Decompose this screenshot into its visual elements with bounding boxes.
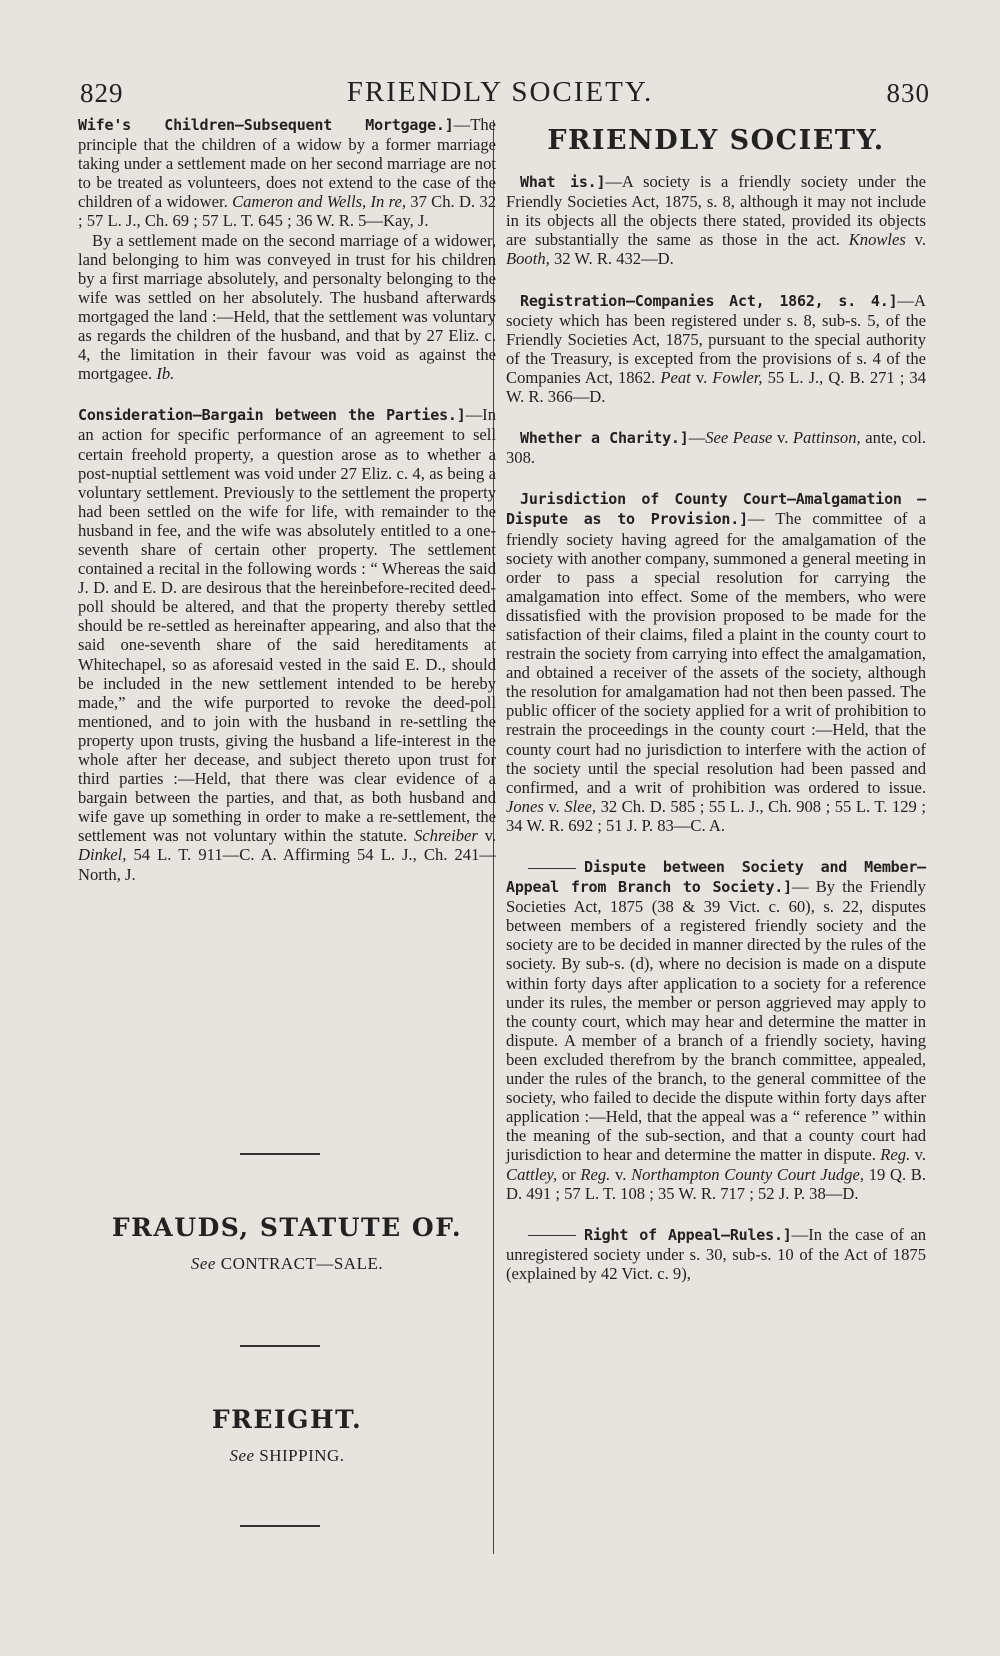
versus: v.	[484, 826, 496, 846]
case-citation: Reg.	[880, 1145, 911, 1165]
case-citation: Cameron and Wells, In re,	[232, 192, 406, 212]
entry-text: —In the case of an unregistered society under s. 30, sub-s. 10 of the Act of 1875 (explained by 42 Vict. c. 9),	[506, 1224, 927, 1283]
entry-text: —The principle that the children of a widow by a former marriage taking under a settlement made on her second marriage are not to be treated as volunteers, does not extend to the case of the children of a widower.	[78, 115, 496, 212]
report-reference: 19 Q. B. D. 491 ; 57 L. T. 108 ; 35 W. R. 717 ; 52 J. P. 38—D.	[506, 1164, 927, 1203]
entry-dispute	[506, 857, 926, 1203]
case-citation: Fowler,	[712, 367, 763, 387]
entry-wifes-children	[78, 115, 496, 383]
entry-heading: What is.]	[520, 173, 606, 192]
case-citation: Knowles	[848, 230, 906, 250]
report-reference: 32 W. R. 432—D.	[553, 249, 674, 269]
entry-text: —A society is a friendly society under the Friendly Societies Act, 1875, s. 8, although it may not include in its objects all the objects there stated, provided its objects are substantially the same as those in the act.	[506, 172, 926, 250]
repeat-dash	[528, 1235, 576, 1236]
conjunction: or	[561, 1164, 576, 1184]
section-rule	[240, 1345, 320, 1347]
report-reference: ante, col. 308.	[506, 428, 926, 468]
case-citation: Jones	[506, 796, 544, 816]
section-title: FRAUDS, STATUTE OF.	[111, 1213, 463, 1242]
entry-text: — By the Friendly Societies Act, 1875 (38 & 39 Vict. c. 60), s. 22, disputes between members of a registered friendly society and the society are to be decided in manner directed by the rules of the society. By sub-s. (d), where no decision is made on a dispute within forty days after application to a society for a reference under its rules, the member or person aggrieved may apply to the county court, which may hear and determine the matter in dispute. A member of a branch of a friendly society, having been excluded therefrom by the branch committee, appealed, under the rules of the branch, to the general committee of the society, who failed to decide the dispute within forty days after application :—Held, that the appeal was a “ reference ” within the meaning of the sub-section, and that a county court had jurisdiction to hear and determine the matter in dispute.	[506, 877, 926, 1165]
versus: v.	[695, 367, 708, 387]
entry-text: —In an action for specific performance of an agreement to sell certain freehold property, a question arose as to whether a post-nuptial settlement was void under 27 Eliz. c. 4, as being a voluntary settlement. Previously to the settlement the property had been settled on the wife for life, with remainder to the husband in fee, and the wife was absolutely entitled to a one-seventh share of certain other property. The settlement contained a recital in the following words : “ Whereas the said J. D. and E. D. are desirous that the hereinbefore-recited deed-poll should be altered, and that the property thereby settled should be re-settled as hereinafter appearing, and also that the said one-seventh share of the said hereditaments at Whitechapel, so as aforesaid vested in the said E. D., should be included in the new settlement intended to be hereby made,” and the wife purported to revoke the deed-poll mentioned, and to join with the husband in re-settling the property upon trusts, giving the husband a life-interest in the whole after her decease, and subject thereto upon trust for third parties :—Held, that there was clear evidence of a bargain between the parties, and that, as both husband and wife gave up something in order to make a re-settlement, the settlement was not voluntary within the statute.	[78, 405, 496, 846]
entry-heading: Wife's Children—Subsequent Mortgage.]	[78, 116, 454, 134]
section-frauds	[78, 1213, 496, 1274]
versus: v.	[776, 428, 789, 448]
entry-right-of-appeal	[506, 1225, 926, 1283]
case-citation: Schreiber	[413, 826, 478, 846]
repeat-dash	[528, 868, 576, 869]
entry-jurisdiction	[506, 489, 926, 835]
page-number-left: 829	[80, 78, 124, 108]
running-title: FRIENDLY SOCIETY.	[346, 76, 654, 108]
versus: v.	[914, 230, 926, 250]
case-citation: Booth,	[506, 249, 550, 269]
entry-heading: Whether a Charity.]	[520, 429, 689, 448]
running-header	[0, 72, 1000, 112]
versus: v.	[548, 796, 560, 816]
section-rule	[240, 1153, 320, 1155]
case-citation: See Pease	[705, 428, 773, 448]
right-column	[506, 115, 926, 1300]
section-title: FREIGHT.	[211, 1405, 363, 1434]
entry-heading: Right of Appeal—Rules.]	[584, 1225, 792, 1244]
entry-text: —A society which has been registered under s. 8, sub-s. 5, of the Friendly Societies Act, 1875, pursuant to the special authority of the Treasury, is excepted from the provisions of s. 4 of the Companies Act, 1862.	[506, 290, 926, 387]
entry-what-is	[506, 172, 926, 268]
case-citation: Peat	[660, 367, 691, 387]
report-reference: 37 Ch. D. 32 ; 57 L. J., Ch. 69 ; 57 L. T. 645 ; 36 W. R. 5—Kay, J.	[78, 192, 497, 231]
case-citation: Ib.	[156, 364, 175, 384]
entry-heading: Consideration—Bargain between the Parties.]	[78, 406, 466, 425]
entry-consideration	[78, 405, 496, 883]
report-reference: 55 L. J., Q. B. 271 ; 34 W. R. 366—D.	[506, 367, 927, 407]
see-label: See	[190, 1254, 216, 1273]
case-citation: Cattley,	[506, 1164, 558, 1184]
section-freight	[78, 1405, 496, 1466]
case-citation: Northampton County Court Judge,	[631, 1164, 865, 1184]
entry-heading: Registration—Companies Act, 1862, s. 4.]	[520, 291, 898, 310]
see-label: See	[229, 1446, 255, 1465]
section-rule	[240, 1525, 320, 1527]
entry-text: — The committee of a friendly society having agreed for the amalgamation of the society with another company, summoned a general meeting in order to pass a special resolution for carrying the amalgamation into effect. Some of the members, who were dissatisfied with the provision proposed to be made for the satisfaction of their claims, filed a plaint in the county court to restrain the society from carrying into effect the amalgamation, and obtained a receiver of the assets of the society, although the resolution for amalgamation had not then been passed. The public officer of the society applied for a writ of prohibition to restrain the proceedings in the county court :—Held, that the county court had no jurisdiction to interfere with the action of the society until the special resolution had been passed and confirmed, and a writ of prohibition was ordered to issue.	[506, 509, 926, 797]
entry-heading: Dispute between Society and Member— Appeal from Branch to Society.]	[506, 858, 926, 897]
report-reference: 32 Ch. D. 585 ; 55 L. J., Ch. 908 ; 55 L. T. 129 ; 34 W. R. 692 ; 51 J. P. 83—C. A.	[506, 796, 926, 835]
case-citation: Pattinson,	[792, 428, 861, 448]
cross-reference	[78, 1446, 496, 1466]
case-citation: Reg.	[580, 1164, 611, 1184]
entry-whether-charity	[506, 428, 926, 467]
left-column	[78, 115, 496, 901]
cross-reference-target: CONTRACT—SALE.	[220, 1254, 384, 1273]
cross-reference-target: SHIPPING.	[259, 1446, 345, 1465]
page-number-right: 830	[886, 78, 930, 108]
entry-text: By a settlement made on the second marriage of a widower, land belonging to him was conveyed in trust for his children by a first marriage absolutely, and personalty belonging to the wife was settled on her absolutely. The husband afterwards mortgaged the land :—Held, that the settlement was voluntary as regards the children of the husband, and that by 27 Eliz. c. 4, the limitation in their favour was void as against the mortgagee.	[78, 230, 496, 384]
versus: v.	[615, 1164, 627, 1184]
dash: —	[688, 428, 706, 448]
case-citation: Slee,	[564, 796, 597, 816]
case-citation: Dinkel,	[78, 845, 127, 865]
versus: v.	[914, 1145, 926, 1165]
cross-reference	[78, 1254, 496, 1274]
entry-registration	[506, 291, 926, 407]
section-title: FRIENDLY SOCIETY.	[547, 125, 885, 156]
entry-heading: Jurisdiction of County Court—Amalgamation —Dispute as to Provision.]	[506, 490, 926, 529]
report-reference: 54 L. T. 911—C. A. Affirming 54 L. J., Ch. 241—North, J.	[78, 845, 496, 884]
